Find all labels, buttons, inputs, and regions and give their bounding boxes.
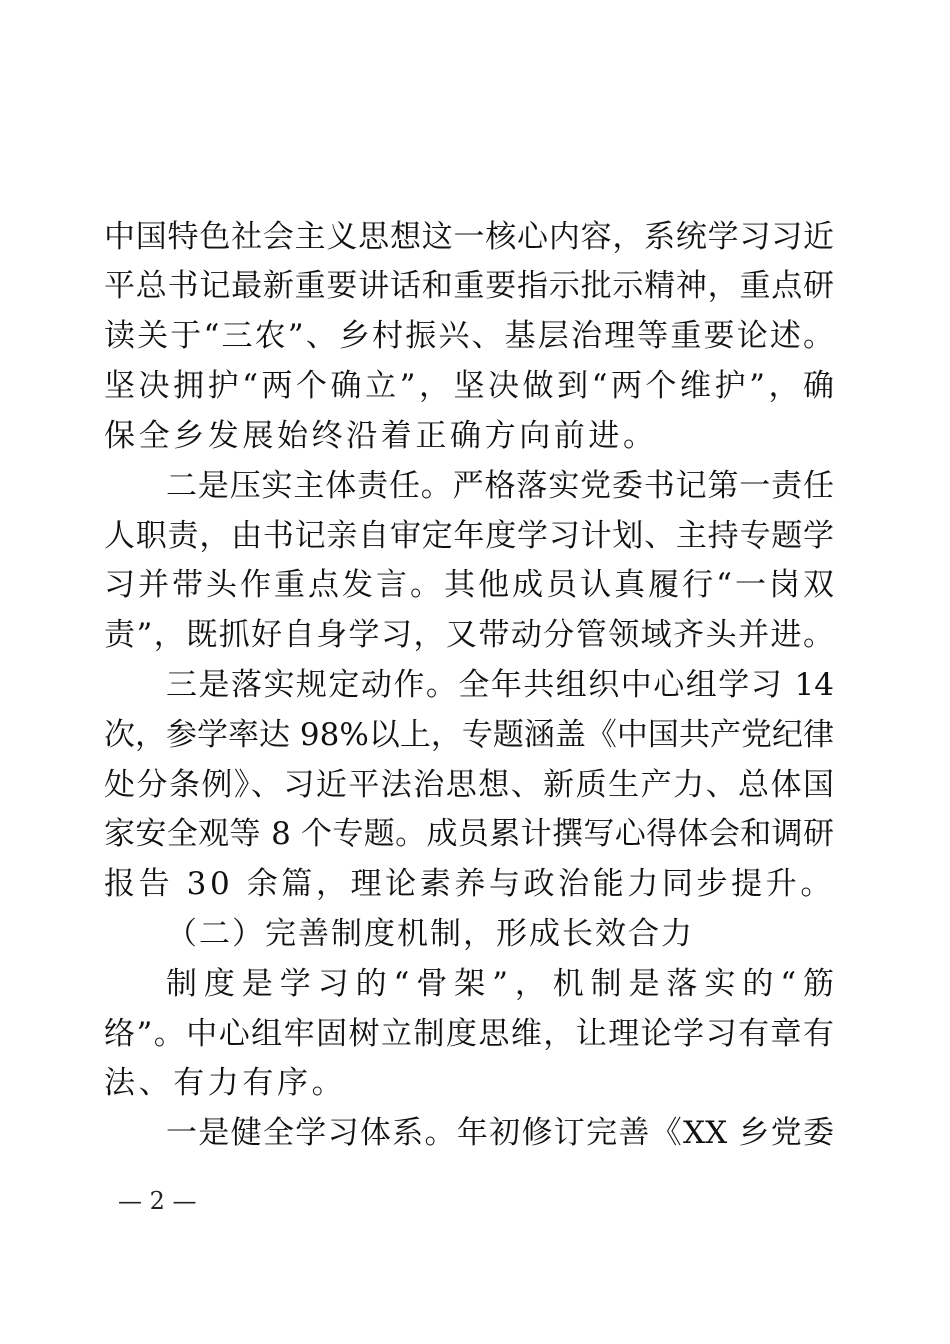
paragraph-5-line-1: 一是健全学习体系。年初修订完善《XX 乡党委 [166,1115,834,1151]
paragraph-2-line-1: 二是压实主体责任。严格落实党委书记第一责任 [166,468,834,504]
paragraph-4-line-1: 制度是学习的“骨架”，机制是落实的“筋 [166,966,834,1002]
paragraph-2-line-2: 人职责，由书记亲自审定年度学习计划、主持专题学 [104,518,834,554]
paragraph-2-line-4: 责”，既抓好自身学习，又带动分管领域齐头并进。 [104,617,834,653]
paragraph-4-line-2: 络”。中心组牢固树立制度思维，让理论学习有章有 [104,1016,834,1052]
paragraph-2-line-3: 习并带头作重点发言。其他成员认真履行“一岗双 [104,567,834,603]
paragraph-3-line-5: 报告 30 余篇，理论素养与政治能力同步提升。 [104,866,835,902]
paragraph-3-line-2: 次，参学率达 98%以上，专题涵盖《中国共产党纪律 [104,717,834,753]
body-line-5: 保全乡发展始终沿着正确方向前进。 [104,418,658,454]
body-line-4: 坚决拥护“两个确立”，坚决做到“两个维护”，确 [104,368,834,404]
paragraph-3-line-3: 处分条例》、习近平法治思想、新质生产力、总体国 [104,767,834,803]
body-line-2: 平总书记最新重要讲话和重要指示批示精神，重点研 [104,268,834,304]
page-number: — 2 — [118,1187,197,1215]
paragraph-3-line-1: 三是落实规定动作。全年共组织中心组学习 14 [166,667,834,703]
paragraph-3-line-4: 家安全观等 8 个专题。成员累计撰写心得体会和调研 [104,816,834,852]
paragraph-4-line-3: 法、有力有序。 [104,1065,347,1101]
section-heading: （二）完善制度机制，形成长效合力 [166,916,694,952]
body-line-3: 读关于“三农”、乡村振兴、基层治理等重要论述。 [104,318,834,354]
body-line-1: 中国特色社会主义思想这一核心内容，系统学习习近 [104,219,834,255]
